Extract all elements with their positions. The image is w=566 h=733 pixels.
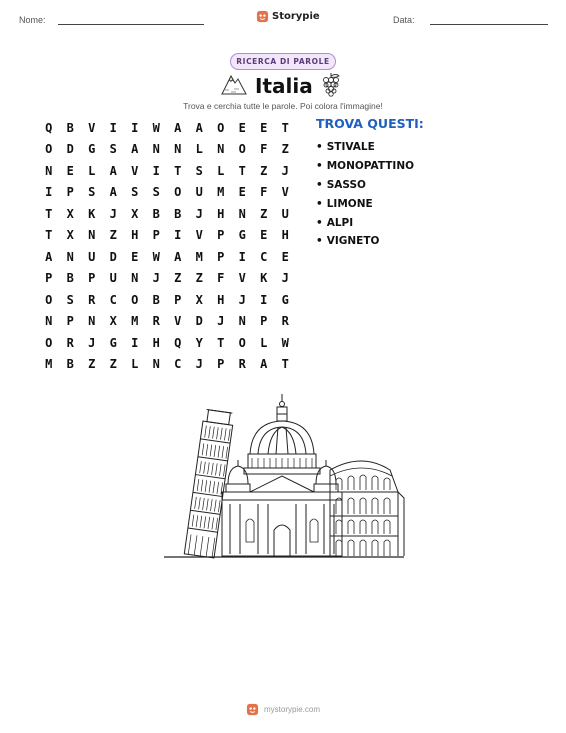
grid-letter[interactable]: E [260,228,268,243]
italy-landmarks-illustration[interactable] [162,392,406,560]
grid-letter[interactable]: A [131,142,139,157]
word-text: ALPI [326,216,354,229]
word-list-title: TROVA QUESTI: [316,116,424,131]
grapes-icon [320,72,342,98]
grid-letter[interactable]: E [260,120,268,135]
grid-row [38,139,296,161]
grid-row [38,289,296,311]
date-label: Data: [393,15,415,25]
grid-letter[interactable]: P [217,357,225,372]
bullet: • [316,197,323,210]
grid-letter[interactable]: M [131,314,139,329]
grid-letter[interactable]: J [109,206,117,221]
grid-letter[interactable]: O [217,120,225,135]
footer-url[interactable]: mystorypie.com [263,705,320,714]
grid-letter[interactable]: W [152,120,160,135]
grid-letter[interactable]: D [66,142,74,157]
storypie-logo-icon [246,703,259,716]
brand-name: Storypie [272,11,320,22]
grid-letter[interactable]: U [195,185,203,200]
grid-letter[interactable]: M [195,249,203,264]
grid-letter[interactable]: D [109,249,117,264]
grid-letter[interactable]: A [109,163,117,178]
activity-badge: RICERCA DI PAROLE [230,53,336,70]
word-list-item [316,157,414,176]
grid-letter[interactable]: I [45,185,53,200]
word-text: LIMONE [326,197,373,210]
grid-letter[interactable]: S [88,185,96,200]
grid-letter[interactable]: R [88,292,96,307]
grid-letter[interactable]: N [238,206,246,221]
grid-letter[interactable]: A [174,249,182,264]
grid-letter[interactable]: Q [45,120,53,135]
grid-letter[interactable]: Z [109,228,117,243]
name-line[interactable] [58,24,204,25]
grid-letter[interactable]: Z [260,206,268,221]
grid-letter[interactable]: W [281,335,289,350]
grid-letter[interactable]: L [260,335,268,350]
grid-letter[interactable]: G [238,228,246,243]
grid-letter[interactable]: O [45,335,53,350]
grid-letter[interactable]: J [238,292,246,307]
grid-letter[interactable]: X [109,314,117,329]
bullet: • [316,160,323,173]
grid-letter[interactable]: A [174,120,182,135]
grid-letter[interactable]: P [66,314,74,329]
grid-letter[interactable]: P [66,185,74,200]
grid-letter[interactable]: V [281,185,289,200]
grid-row [38,182,296,204]
grid-letter[interactable]: G [281,292,289,307]
grid-letter[interactable]: I [238,249,246,264]
grid-letter[interactable]: H [152,335,160,350]
grid-row [38,354,296,376]
grid-letter[interactable]: P [152,228,160,243]
grid-letter[interactable]: J [281,163,289,178]
grid-letter[interactable]: I [260,292,268,307]
grid-letter[interactable]: Q [174,335,182,350]
storypie-logo-icon [256,10,269,23]
grid-letter[interactable]: Z [109,357,117,372]
grid-letter[interactable]: Y [195,335,203,350]
word-list-item [316,138,414,157]
grid-letter[interactable]: T [281,120,289,135]
grid-letter[interactable]: E [281,249,289,264]
grid-letter[interactable]: L [195,142,203,157]
grid-letter[interactable]: X [66,206,74,221]
instructions: Trova e cerchia tutte le parole. Poi colora l'immagine! [183,101,383,111]
grid-letter[interactable]: H [281,228,289,243]
grid-letter[interactable]: I [174,228,182,243]
grid-letter[interactable]: R [152,314,160,329]
grid-letter[interactable]: Z [195,271,203,286]
grid-letter[interactable]: B [174,206,182,221]
grid-letter[interactable]: S [131,185,139,200]
grid-letter[interactable]: H [217,206,225,221]
grid-letter[interactable]: J [152,271,160,286]
grid-letter[interactable]: A [195,120,203,135]
grid-letter[interactable]: I [109,120,117,135]
brand [256,10,320,23]
grid-letter[interactable]: I [131,335,139,350]
word-list-item [316,194,414,213]
grid-letter[interactable]: O [174,185,182,200]
grid-letter[interactable]: Z [260,163,268,178]
bullet: • [316,178,323,191]
word-search-grid[interactable] [38,117,296,375]
grid-letter[interactable]: P [45,271,53,286]
grid-letter[interactable]: N [238,314,246,329]
grid-letter[interactable]: J [195,206,203,221]
grid-letter[interactable]: E [238,185,246,200]
grid-letter[interactable]: W [152,249,160,264]
grid-letter[interactable]: E [238,120,246,135]
date-line[interactable] [430,24,548,25]
grid-letter[interactable]: R [238,357,246,372]
grid-letter[interactable]: R [66,335,74,350]
grid-letter[interactable]: J [88,335,96,350]
grid-letter[interactable]: O [238,335,246,350]
grid-letter[interactable]: Z [88,357,96,372]
grid-row [38,268,296,290]
grid-letter[interactable]: S [195,163,203,178]
grid-letter[interactable]: A [109,185,117,200]
grid-letter[interactable]: V [88,120,96,135]
grid-letter[interactable]: K [88,206,96,221]
grid-letter[interactable]: P [217,228,225,243]
bullet: • [316,141,323,154]
grid-letter[interactable]: O [238,142,246,157]
grid-letter[interactable]: U [88,249,96,264]
word-list-item [316,176,414,195]
grid-letter[interactable]: G [109,335,117,350]
grid-letter[interactable]: T [238,163,246,178]
grid-letter[interactable]: O [45,142,53,157]
grid-row [38,332,296,354]
word-list-item [316,232,414,251]
grid-letter[interactable]: C [260,249,268,264]
grid-letter[interactable]: O [45,292,53,307]
grid-row [38,203,296,225]
grid-letter[interactable]: P [174,292,182,307]
name-label: Nome: [19,15,46,25]
grid-letter[interactable]: B [66,357,74,372]
grid-letter[interactable]: V [174,314,182,329]
grid-letter[interactable]: I [152,163,160,178]
page-title: Italia [255,74,313,98]
grid-letter[interactable]: V [195,228,203,243]
grid-letter[interactable]: N [152,142,160,157]
grid-letter[interactable]: A [45,249,53,264]
word-text: VIGNETO [326,235,380,248]
grid-letter[interactable]: T [281,357,289,372]
grid-row [38,160,296,182]
grid-letter[interactable]: N [88,314,96,329]
grid-letter[interactable]: V [131,163,139,178]
grid-letter[interactable]: B [66,271,74,286]
grid-letter[interactable]: N [217,142,225,157]
grid-letter[interactable]: S [66,292,74,307]
grid-letter[interactable]: F [260,142,268,157]
grid-letter[interactable]: C [109,292,117,307]
grid-letter[interactable]: N [174,142,182,157]
grid-letter[interactable]: M [45,357,53,372]
grid-letter[interactable]: V [238,271,246,286]
bullet: • [316,216,323,229]
word-text: STIVALE [326,141,375,154]
grid-letter[interactable]: B [66,120,74,135]
basilica-dome [222,394,342,556]
bullet: • [316,235,323,248]
grid-letter[interactable]: T [45,228,53,243]
grid-letter[interactable]: S [152,185,160,200]
grid-row [38,311,296,333]
grid-letter[interactable]: F [260,185,268,200]
grid-letter[interactable]: J [217,314,225,329]
grid-letter[interactable]: N [131,271,139,286]
grid-letter[interactable]: L [131,357,139,372]
grid-row [38,225,296,247]
grid-letter[interactable]: P [217,249,225,264]
grid-letter[interactable]: B [152,292,160,307]
grid-letter[interactable]: Z [174,271,182,286]
grid-letter[interactable]: O [131,292,139,307]
grid-letter[interactable]: T [45,206,53,221]
grid-letter[interactable]: Z [281,142,289,157]
grid-letter[interactable]: X [195,292,203,307]
grid-letter[interactable]: J [281,271,289,286]
grid-row [38,246,296,268]
grid-letter[interactable]: P [260,314,268,329]
grid-letter[interactable]: U [281,206,289,221]
grid-letter[interactable]: L [88,163,96,178]
grid-letter[interactable]: U [109,271,117,286]
grid-letter[interactable]: R [281,314,289,329]
grid-letter[interactable]: S [109,142,117,157]
grid-letter[interactable]: C [174,357,182,372]
grid-letter[interactable]: T [174,163,182,178]
grid-letter[interactable]: J [195,357,203,372]
grid-letter[interactable]: X [131,206,139,221]
grid-letter[interactable]: G [88,142,96,157]
grid-letter[interactable]: N [66,249,74,264]
grid-letter[interactable]: E [66,163,74,178]
word-text: MONOPATTINO [326,160,415,173]
grid-letter[interactable]: T [217,335,225,350]
word-list [316,138,414,251]
word-text: SASSO [326,178,366,191]
grid-letter[interactable]: B [152,206,160,221]
grid-letter[interactable]: X [66,228,74,243]
grid-letter[interactable]: M [217,185,225,200]
grid-letter[interactable]: H [217,292,225,307]
grid-letter[interactable]: L [217,163,225,178]
grid-letter[interactable]: H [131,228,139,243]
mountain-icon [221,72,247,96]
footer [0,703,566,716]
grid-row [38,117,296,139]
grid-letter[interactable]: F [217,271,225,286]
grid-letter[interactable]: E [131,249,139,264]
grid-letter[interactable]: P [88,271,96,286]
grid-letter[interactable]: I [131,120,139,135]
grid-letter[interactable]: D [195,314,203,329]
word-list-item [316,213,414,232]
grid-letter[interactable]: N [45,163,53,178]
grid-letter[interactable]: N [152,357,160,372]
grid-letter[interactable]: N [45,314,53,329]
colosseum [330,461,404,556]
grid-letter[interactable]: A [260,357,268,372]
grid-letter[interactable]: N [88,228,96,243]
grid-letter[interactable]: K [260,271,268,286]
